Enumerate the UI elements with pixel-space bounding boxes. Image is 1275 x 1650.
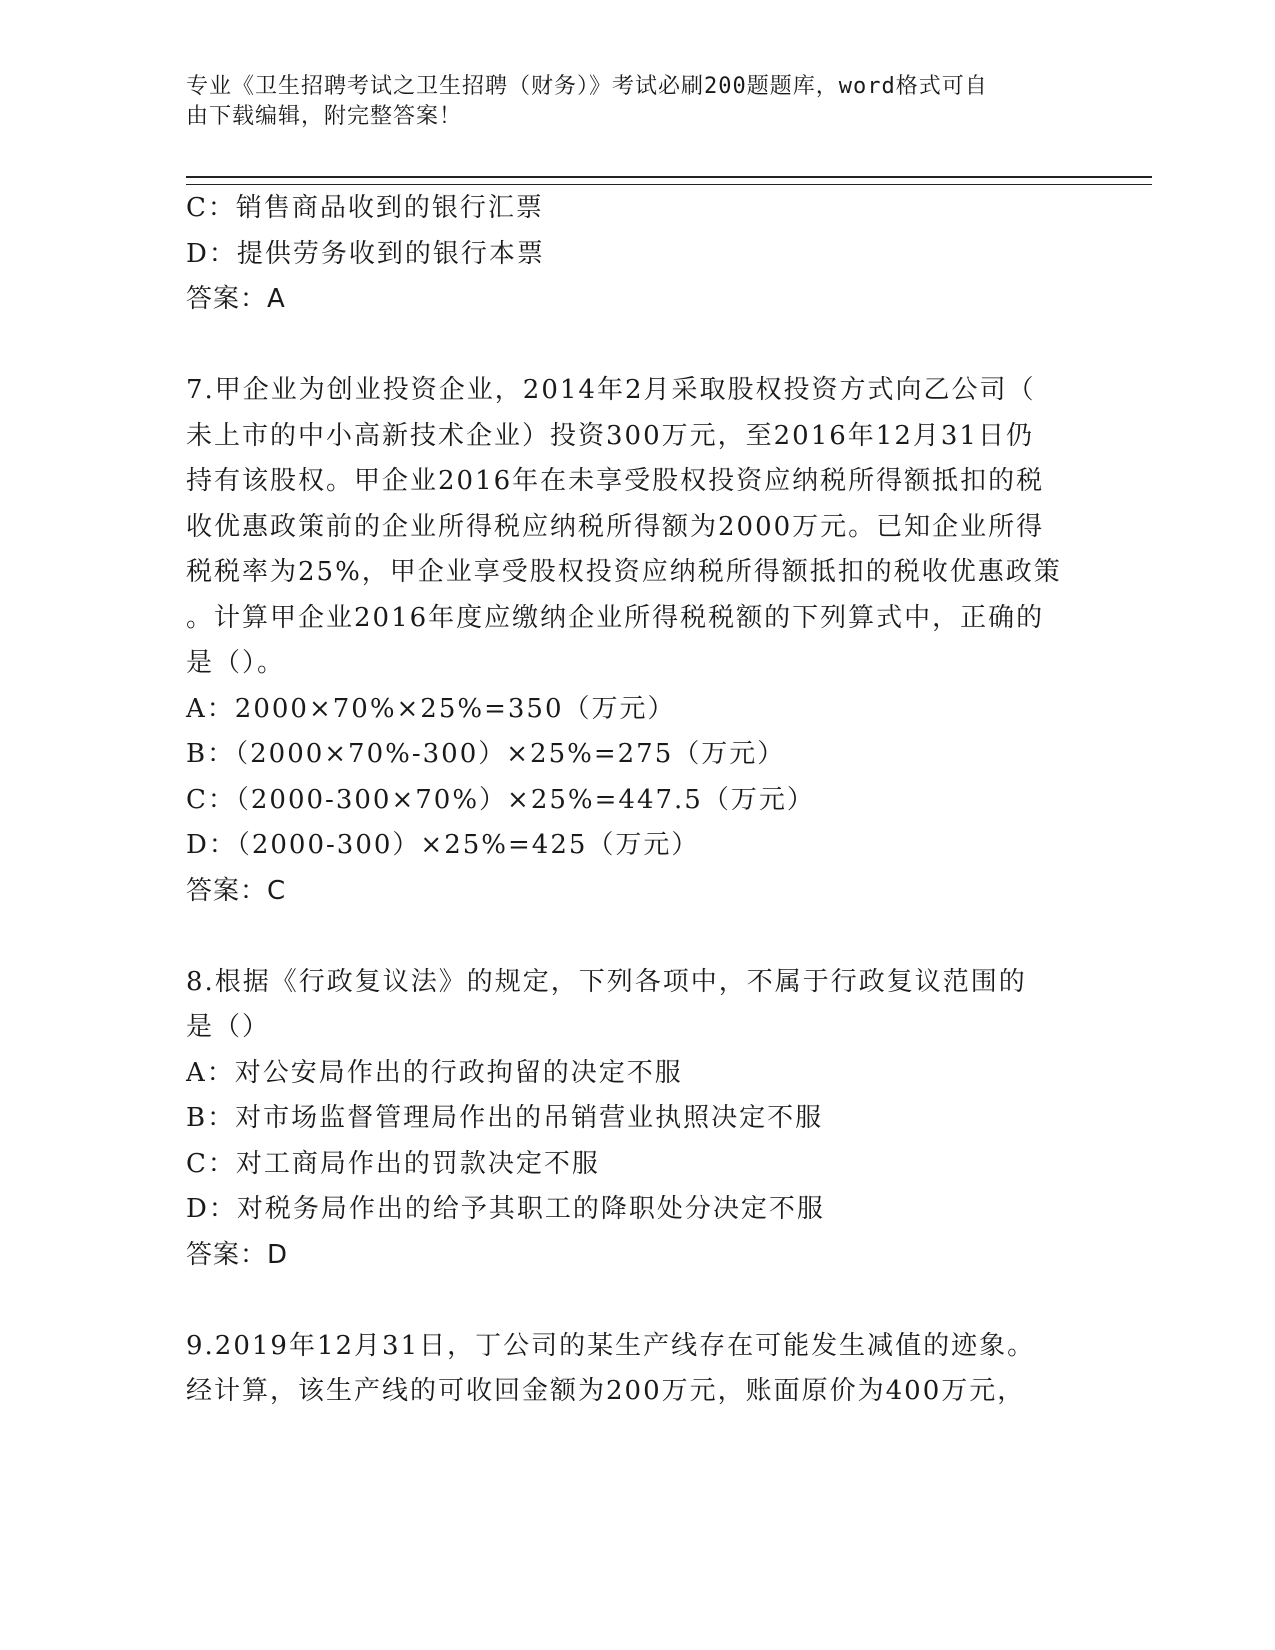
- document-header: [186, 72, 1066, 132]
- option-d: D：（2000-300）×25%=425（万元）: [186, 830, 700, 860]
- question-stem-line: 8.根据《行政复议法》的规定，下列各项中，不属于行政复议范围的: [186, 966, 1027, 997]
- answer-line: 答案：A: [186, 284, 286, 314]
- question-stem-line: 持有该股权。甲企业2016年在未享受股权投资应纳税所得额抵扣的税: [186, 466, 1045, 496]
- option-a: A：2000×70%×25%=350（万元）: [186, 693, 676, 724]
- question-9: [186, 1324, 1086, 1415]
- question-stem-line: 税税率为25%，甲企业享受股权投资应纳税所得额抵扣的税收优惠政策: [186, 557, 1062, 587]
- question-stem-line: 收优惠政策前的企业所得税应纳税所得额为2000万元。已知企业所得: [186, 511, 1045, 542]
- document-body: [186, 186, 1086, 1415]
- option-d: D：提供劳务收到的银行本票: [186, 238, 545, 269]
- question-8: [186, 960, 1086, 1279]
- answer-line: 答案：D: [186, 1239, 289, 1270]
- header-line-2: 由下载编辑，附完整答案！: [186, 104, 463, 129]
- option-a: A：对公安局作出的行政拘留的决定不服: [186, 1057, 683, 1088]
- question-stem-line: 是（）: [186, 1012, 271, 1042]
- question-7: [186, 368, 1086, 914]
- question-stem-line: 9.2019年12月31日，丁公司的某生产线存在可能发生减值的迹象。: [186, 1330, 1036, 1361]
- header-line-1: 专业《卫生招聘考试之卫生招聘（财务）》考试必刷200题题库，word格式可自: [186, 74, 988, 99]
- option-c: C：销售商品收到的银行汇票: [186, 193, 544, 223]
- question-stem-line: 。计算甲企业2016年度应缴纳企业所得税税额的下列算式中，正确的: [186, 602, 1045, 633]
- question-stem-line: 7.甲企业为创业投资企业，2014年2月采取股权投资方式向乙公司（: [186, 375, 1036, 405]
- spacer: [186, 323, 1086, 369]
- question-6-tail: [186, 186, 1086, 323]
- option-c: C：（2000-300×70%）×25%=447.5（万元）: [186, 784, 815, 815]
- spacer: [186, 1278, 1086, 1324]
- answer-line: 答案：C: [186, 875, 287, 906]
- question-stem-line: 经计算，该生产线的可收回金额为200万元，账面原价为400万元，: [186, 1376, 1026, 1406]
- option-d: D：对税务局作出的给予其职工的降职处分决定不服: [186, 1194, 825, 1224]
- option-b: B：对市场监督管理局作出的吊销营业执照决定不服: [186, 1103, 824, 1133]
- header-divider: [186, 176, 1152, 185]
- option-c: C：对工商局作出的罚款决定不服: [186, 1148, 600, 1179]
- spacer: [186, 914, 1086, 960]
- question-stem-line: 未上市的中小高新技术企业）投资300万元，至2016年12月31日仍: [186, 420, 1034, 451]
- question-stem-line: 是（）。: [186, 648, 286, 678]
- option-b: B：（2000×70%-300）×25%=275（万元）: [186, 739, 786, 769]
